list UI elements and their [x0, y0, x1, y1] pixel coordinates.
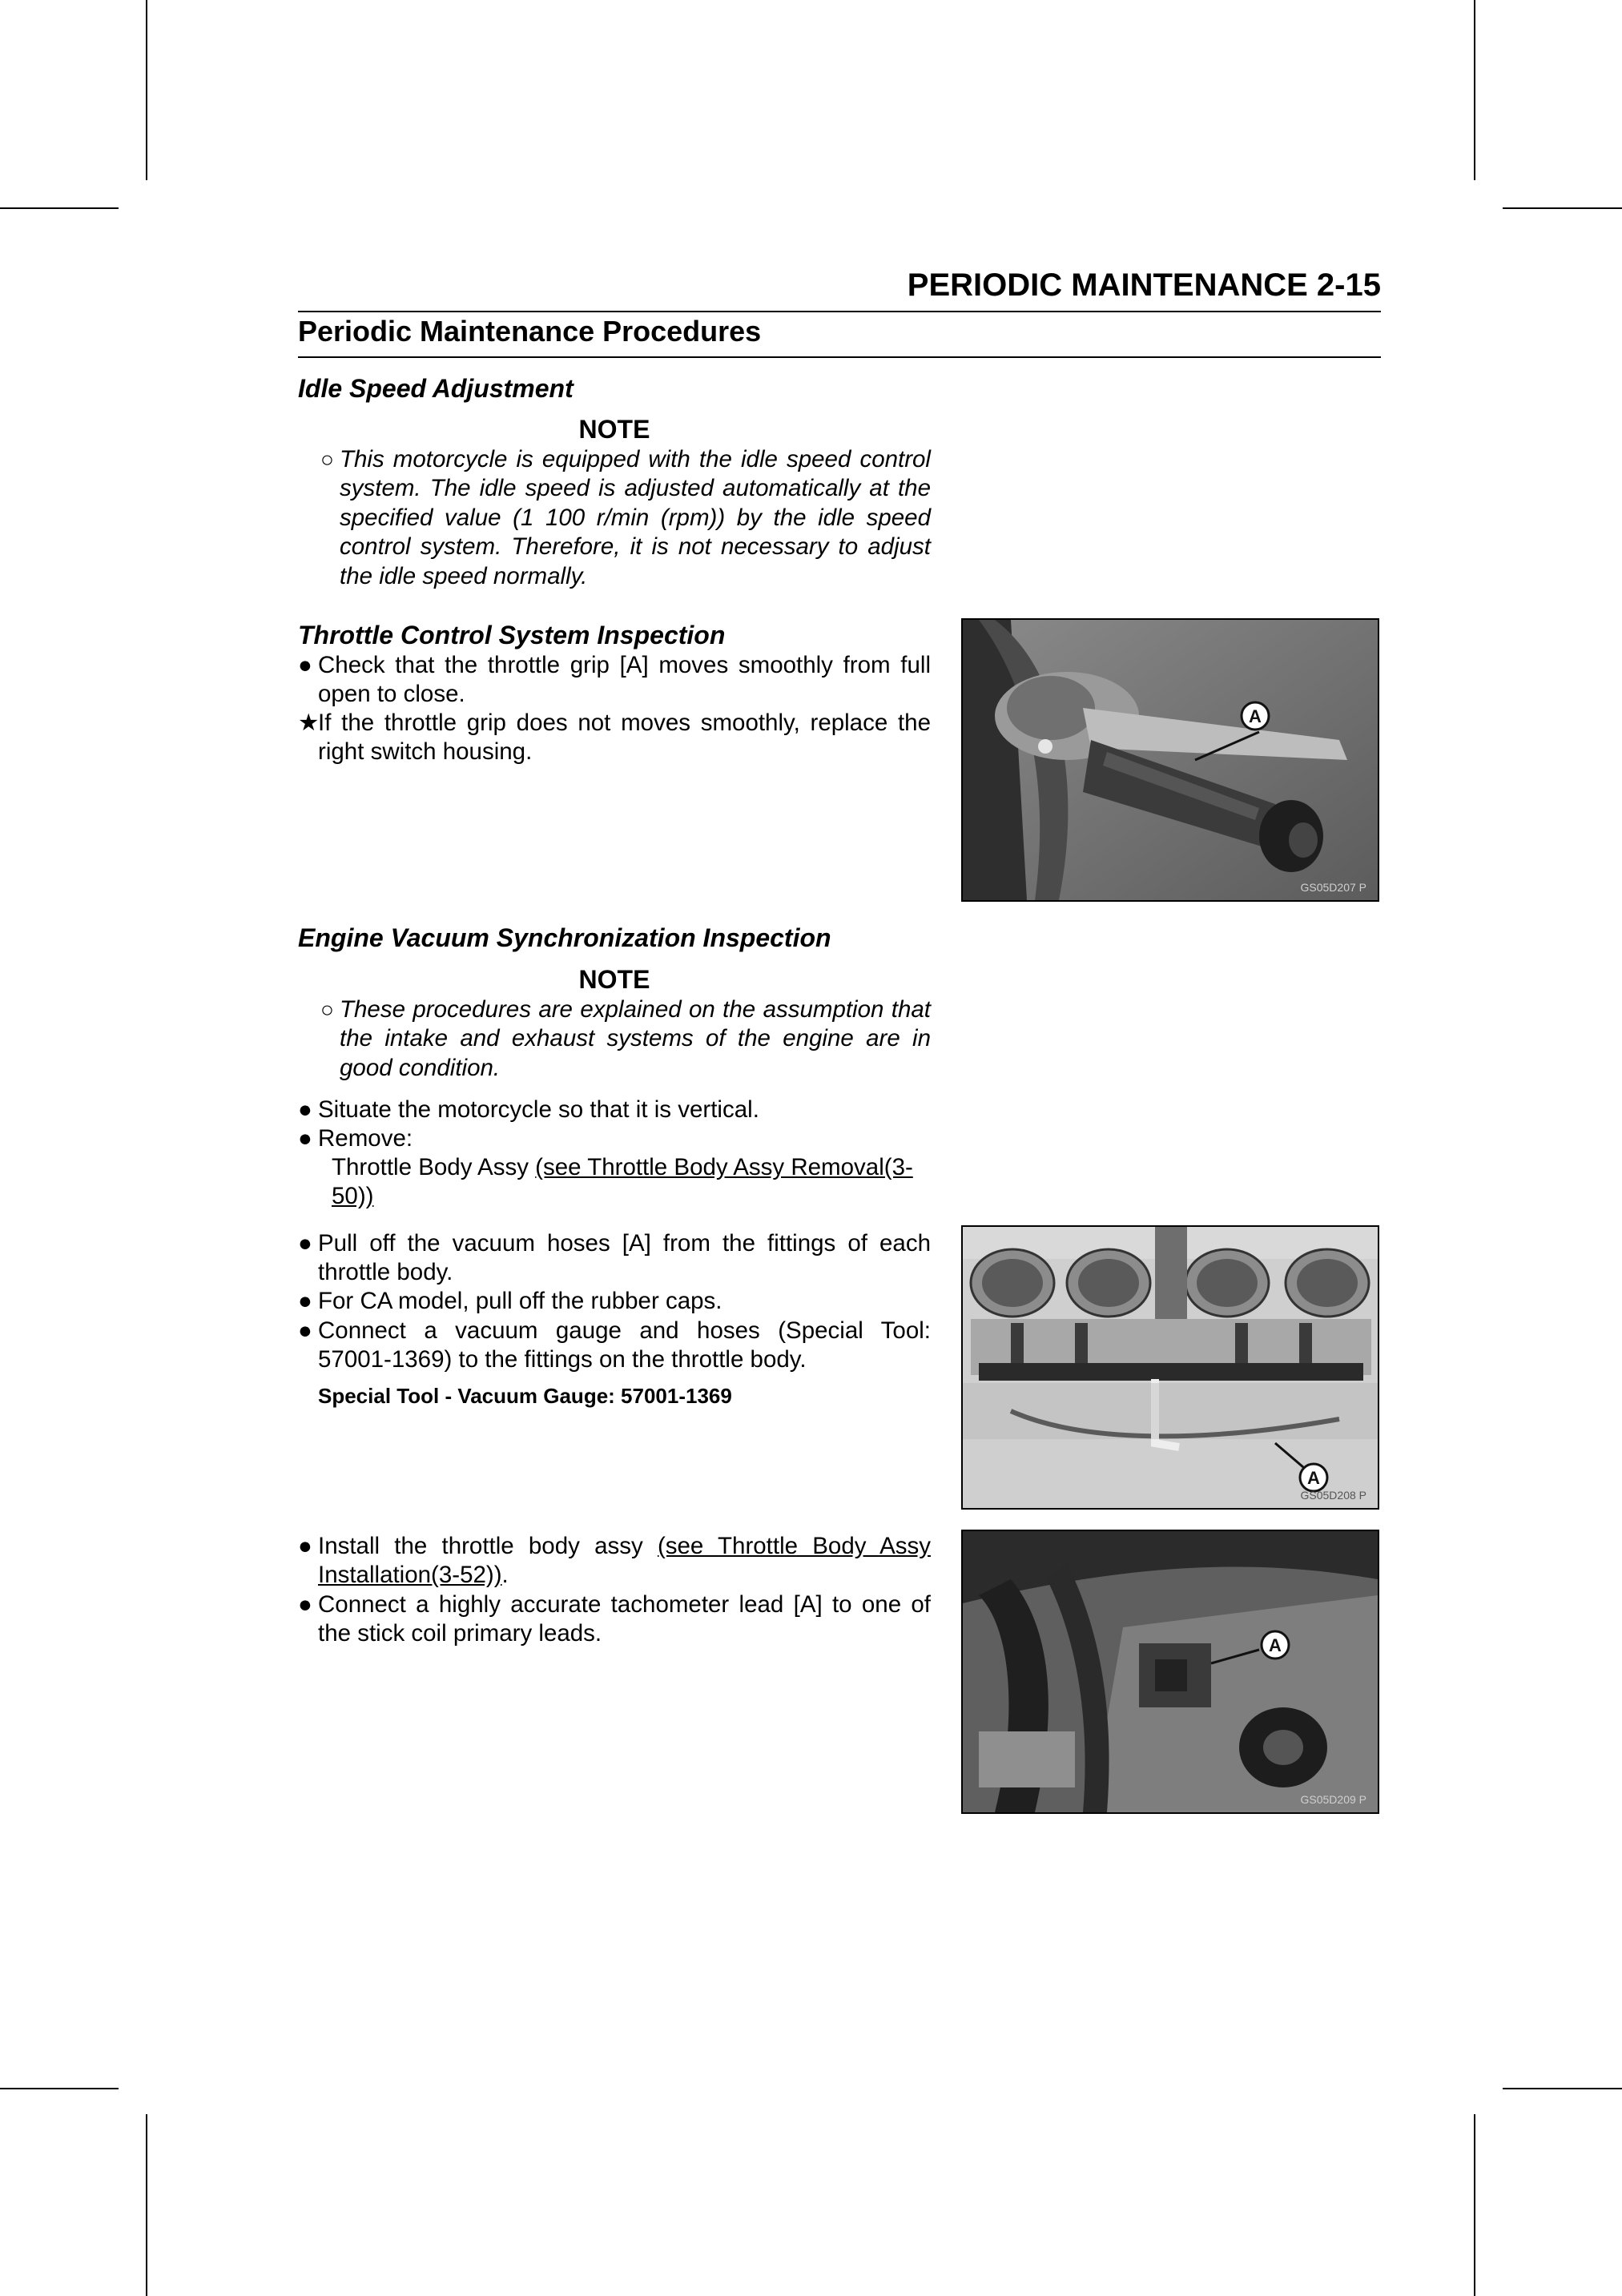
throttle-body-installation-link[interactable]: (see Throttle Body Assy Installation(3-52)) [318, 1533, 931, 1589]
bullet-icon: ● [298, 1125, 312, 1152]
item6-prefix: Install the throttle body assy [318, 1533, 643, 1559]
bullet-icon: ● [298, 1591, 312, 1618]
photo-callout-label: A [1249, 706, 1262, 726]
page-section-title: PERIODIC MAINTENANCE 2-15 [907, 267, 1381, 303]
bullet-icon: ● [298, 652, 312, 678]
throttle-control-item-1 [298, 651, 931, 710]
bullet-icon: ● [298, 1533, 312, 1559]
photo2-code: GS05D208 P [1300, 1489, 1366, 1502]
vacuum-sync-item-3-text: Pull off the vacuum hoses [A] from the fittings of each throttle body. [318, 1230, 931, 1286]
vacuum-sync-heading: Engine Vacuum Synchronization Inspection [298, 923, 831, 952]
page-subsection-title: Periodic Maintenance Procedures [298, 315, 762, 348]
bullet-icon: ● [298, 1317, 312, 1344]
throttle-grip-photo [961, 618, 1379, 902]
idle-speed-note-label: NOTE [578, 415, 650, 444]
special-tool-line: Special Tool - Vacuum Gauge: 57001-1369 [318, 1384, 732, 1408]
vacuum-sync-item-7-text: Connect a highly accurate tachometer lead [A] to one of the stick coil primary leads. [318, 1591, 931, 1647]
vacuum-sync-note [320, 995, 931, 1083]
note-marker-icon: ○ [320, 997, 334, 1022]
crop-mark-top-right-h [1503, 207, 1622, 209]
item6-suffix: . [501, 1562, 509, 1589]
vacuum-sync-item-1 [298, 1096, 931, 1124]
star-icon: ★ [298, 710, 320, 736]
crop-mark-bottom-right-h [1503, 2088, 1622, 2089]
photo3-code: GS05D209 P [1300, 1793, 1366, 1806]
idle-speed-note-text: This motorcycle is equipped with the idle speed control system. The idle speed is adjusted automatically at the specified value (1 100 r/min (rpm)) by the idle speed control system. Therefore, it is not necessary to adjust the idle speed normally. [340, 446, 931, 589]
idle-speed-note [320, 445, 931, 591]
crop-mark-bottom-left-h [0, 2088, 119, 2089]
stick-coil-photo [961, 1530, 1379, 1814]
bullet-icon: ● [298, 1288, 312, 1314]
remove-item-text: Throttle Body Assy [332, 1154, 529, 1180]
throttle-bodies-photo [961, 1225, 1379, 1510]
vacuum-sync-item-2 [298, 1124, 931, 1153]
vacuum-sync-item-3 [298, 1229, 931, 1288]
idle-speed-heading: Idle Speed Adjustment [298, 374, 574, 403]
note-marker-icon: ○ [320, 447, 334, 472]
throttle-control-item-2 [298, 709, 931, 767]
vacuum-sync-item-4 [298, 1287, 931, 1316]
photo2-callout-label: A [1307, 1468, 1320, 1488]
header-rule-top [298, 311, 1381, 312]
throttle-control-item-1-text: Check that the throttle grip [A] moves smoothly from full open to close. [318, 652, 931, 708]
vacuum-sync-note-label: NOTE [578, 965, 650, 994]
vacuum-sync-item-5 [298, 1317, 931, 1375]
vacuum-sync-item-1-text: Situate the motorcycle so that it is vertical. [318, 1096, 759, 1123]
bullet-icon: ● [298, 1096, 312, 1123]
crop-mark-top-left-v [146, 0, 147, 180]
vacuum-sync-item-5-text: Connect a vacuum gauge and hoses (Special Tool: 57001-1369) to the fittings on the throttle body. [318, 1317, 931, 1373]
remove-item [332, 1153, 931, 1212]
crop-mark-bottom-left-v [146, 2114, 147, 2296]
bullet-icon: ● [298, 1230, 312, 1257]
vacuum-sync-item-6-text [318, 1532, 931, 1590]
photo-code: GS05D207 P [1300, 881, 1366, 894]
crop-mark-top-right-v [1474, 0, 1475, 180]
crop-mark-bottom-right-v [1474, 2114, 1475, 2296]
vacuum-sync-item-2-text: Remove: [318, 1125, 413, 1152]
vacuum-sync-note-text: These procedures are explained on the assumption that the intake and exhaust systems of the engine are in good condition. [340, 996, 931, 1081]
vacuum-sync-item-4-text: For CA model, pull off the rubber caps. [318, 1288, 722, 1314]
throttle-body-removal-link[interactable]: (see Throttle Body Assy Removal(3-50)) [332, 1154, 913, 1210]
throttle-control-heading: Throttle Control System Inspection [298, 621, 726, 649]
vacuum-sync-item-6 [298, 1532, 931, 1590]
photo3-callout-label: A [1269, 1635, 1282, 1655]
vacuum-sync-item-7 [298, 1590, 931, 1649]
crop-mark-top-left-h [0, 207, 119, 209]
throttle-control-item-2-text: If the throttle grip does not moves smoothly, replace the right switch housing. [318, 710, 931, 766]
header-rule-bottom [298, 356, 1381, 358]
